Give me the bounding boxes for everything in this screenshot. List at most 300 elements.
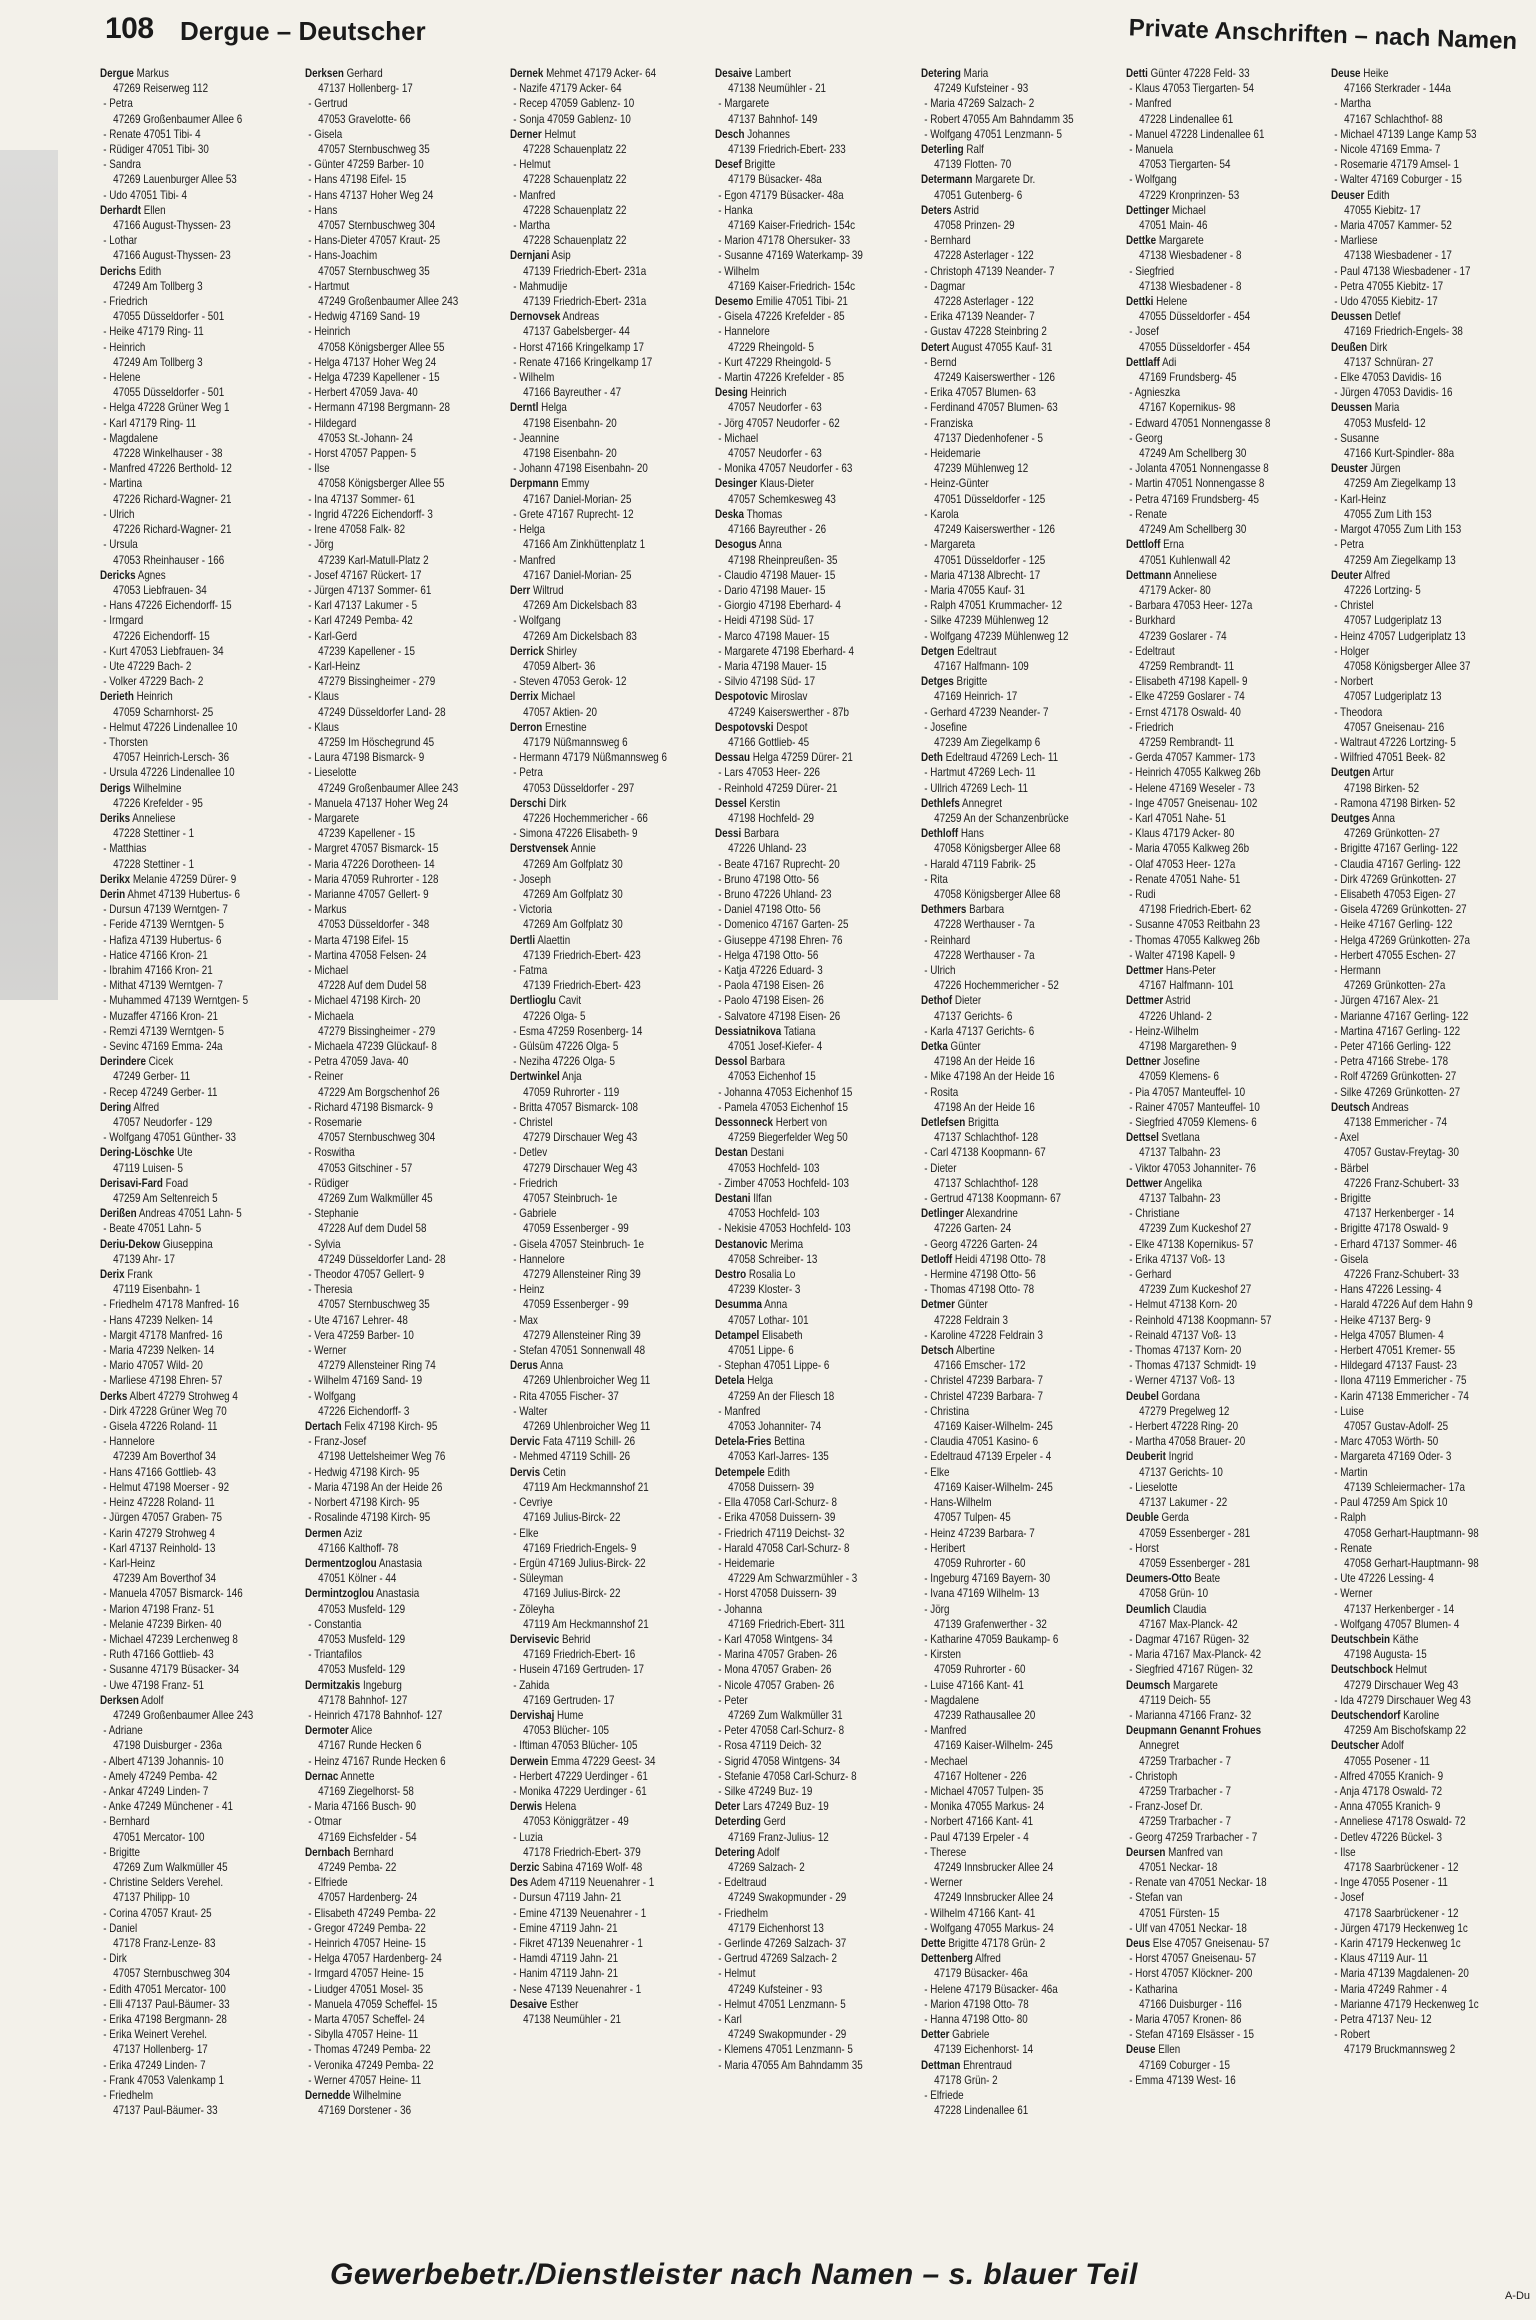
entry-surname-line bbox=[1126, 1130, 1286, 1145]
entry-text: Detlef bbox=[1371, 309, 1401, 324]
entry-subentry-line: - Thomas 47137 Korn- 20 bbox=[1128, 1343, 1241, 1358]
entry-subentry-line: - Heidemarie bbox=[923, 446, 981, 461]
entry-subentry-line: - Maria 47059 Ruhrorter - 128 bbox=[308, 871, 439, 886]
surname: Derisavi-Fard bbox=[100, 1175, 163, 1190]
entry-address-line: 47269 Am Golfplatz 30 bbox=[523, 917, 623, 932]
entry-text: Agnes bbox=[135, 567, 166, 582]
surname: Dermintzoglou bbox=[305, 1586, 375, 1601]
surname: Desch bbox=[715, 126, 745, 141]
entry-subentry-line: - Christoph 47139 Neander- 7 bbox=[923, 263, 1055, 278]
entry-text: Günter bbox=[947, 1039, 981, 1053]
entry-subentry-line: - Jolanta 47051 Nonnengasse 8 bbox=[1128, 461, 1269, 476]
entry-text: Edeltraud 47269 Lech- 11 bbox=[942, 750, 1058, 765]
entry-subentry-line: - Reinhold 47138 Koopmann- 57 bbox=[1128, 1312, 1272, 1327]
entry-subentry-line: - Werner 47137 Voß- 13 bbox=[1128, 1373, 1235, 1388]
entry-subentry-line: - Elke 47053 Davidis- 16 bbox=[1334, 370, 1442, 385]
entry-address-line: 47059 Essenberger - 99 bbox=[523, 1297, 629, 1312]
entry-subentry-line: - Werner 47057 Heine- 11 bbox=[308, 2072, 422, 2087]
entry-address-line: 47139 Ahr- 17 bbox=[113, 1251, 175, 1266]
entry-text: Asip bbox=[549, 248, 571, 263]
entry-subentry-line: - Susanne 47179 Büsacker- 34 bbox=[103, 1662, 239, 1677]
entry-text: Elisabeth bbox=[759, 1327, 803, 1342]
surname: Derksen bbox=[305, 66, 344, 80]
entry-address-line: 47057 Sternbuschweg 35 bbox=[318, 1297, 430, 1312]
entry-text: Emma 47229 Geest- 34 bbox=[548, 1753, 656, 1768]
surname: Dessi bbox=[715, 826, 742, 841]
entry-text: Sabina 47169 Wolf- 48 bbox=[539, 1859, 643, 1874]
surname: Detert bbox=[920, 339, 950, 354]
entry-surname-line bbox=[510, 1358, 670, 1373]
entry-subentry-line: - Dagmar 47167 Rügen- 32 bbox=[1128, 1631, 1249, 1646]
entry-subentry-line: - Erika 47058 Duissern- 39 bbox=[718, 1510, 836, 1525]
entry-subentry-line: - Helene 47179 Büsacker- 46a bbox=[923, 1981, 1058, 1996]
entry-subentry-line: - Ferdinand 47057 Blumen- 63 bbox=[923, 400, 1058, 415]
surname: Detloff bbox=[920, 1251, 952, 1266]
directory-column bbox=[1126, 66, 1286, 2244]
surname: Deumers-Otto bbox=[1125, 1571, 1192, 1586]
entry-subentry-line: - Claudia 47051 Kasino- 6 bbox=[923, 1434, 1038, 1449]
entry-subentry-line: - Horst 47166 Kringelkamp 17 bbox=[513, 339, 645, 354]
entry-text: Astrid bbox=[951, 202, 979, 217]
entry-text: Miroslav bbox=[768, 689, 808, 704]
entry-address-line: 47226 Eichendorff- 15 bbox=[113, 628, 210, 643]
entry-subentry-line: - Harald 47119 Fabrik- 25 bbox=[923, 856, 1036, 871]
entry-subentry-line: - Hans 47166 Gottlieb- 43 bbox=[103, 1464, 216, 1479]
entry-subentry-line: - Ergün 47169 Julius-Birck- 22 bbox=[513, 1555, 646, 1570]
entry-subentry-line: - Hartmut 47269 Lech- 11 bbox=[923, 765, 1036, 780]
entry-subentry-line: - Gertrud 47138 Koopmann- 67 bbox=[923, 1191, 1061, 1206]
entry-address-line: 47279 Dirschauer Weg 43 bbox=[523, 1160, 638, 1175]
entry-text: Gerda bbox=[1158, 1510, 1189, 1525]
entry-subentry-line: - Albert 47139 Johannis- 10 bbox=[103, 1753, 224, 1768]
entry-address-line: 47249 Am Schellberg 30 bbox=[1138, 446, 1247, 461]
entry-subentry-line: - Peter bbox=[718, 1692, 749, 1707]
entry-subentry-line: - Helmut bbox=[513, 157, 551, 172]
entry-subentry-line: - Zimber 47053 Hochfeld- 103 bbox=[718, 1175, 850, 1190]
entry-address-line: 47057 Schemkesweg 43 bbox=[728, 491, 837, 506]
entry-text: Klaus-Dieter bbox=[757, 476, 815, 491]
surname: Desogus bbox=[715, 537, 757, 552]
surname: Deursen bbox=[1125, 1844, 1166, 1859]
entry-address-line: 47051 Kuhlenwall 42 bbox=[1138, 552, 1231, 567]
entry-surname-line bbox=[715, 476, 875, 491]
entry-subentry-line: - Hans 47239 Nelken- 14 bbox=[103, 1312, 213, 1327]
entry-text: Dirk bbox=[1366, 339, 1388, 354]
entry-text: Fata 47119 Schill- 26 bbox=[540, 1434, 636, 1449]
entry-address-line: 47226 Franz-Schubert- 33 bbox=[1343, 1175, 1459, 1190]
entry-subentry-line: - Rosita bbox=[923, 1084, 958, 1099]
entry-text: Emilie 47051 Tibi- 21 bbox=[753, 294, 849, 309]
entry-address-line: 47259 Trarbacher - 7 bbox=[1138, 1814, 1231, 1829]
entry-subentry-line: - Mona 47057 Graben- 26 bbox=[718, 1662, 832, 1677]
entry-subentry-line: - Renate van 47051 Neckar- 18 bbox=[1128, 1875, 1267, 1890]
entry-subentry-line: - Daniel bbox=[103, 1920, 138, 1935]
entry-subentry-line: - Karl-Heinz bbox=[308, 658, 361, 673]
entry-surname-line bbox=[1331, 1632, 1491, 1647]
entry-address-line: 47239 Kloster- 3 bbox=[728, 1282, 801, 1297]
surname: Detempele bbox=[715, 1464, 766, 1479]
entry-subentry-line: - Anke 47249 Münchener - 41 bbox=[103, 1799, 233, 1814]
entry-subentry-line: - Therese bbox=[923, 1844, 966, 1859]
entry-surname-line bbox=[715, 1054, 875, 1069]
entry-surname-line bbox=[921, 2058, 1081, 2073]
entry-subentry-line: - Martin bbox=[1334, 1464, 1368, 1479]
entry-subentry-line: - Martina 47167 Gerling- 122 bbox=[1334, 1023, 1460, 1038]
surname: Dessiatnikova bbox=[715, 1023, 782, 1038]
surname: Dervic bbox=[510, 1434, 541, 1449]
entry-subentry-line: - Ina 47137 Sommer- 61 bbox=[308, 491, 416, 506]
entry-surname-line bbox=[715, 1024, 875, 1039]
entry-address-line: 47166 August-Thyssen- 23 bbox=[113, 248, 231, 263]
entry-subentry-line: - Ullrich 47269 Lech- 11 bbox=[923, 780, 1028, 795]
entry-address-line: 47179 Büsacker- 46a bbox=[933, 1966, 1028, 1981]
entry-subentry-line: - Ralph 47051 Krummacher- 12 bbox=[923, 598, 1062, 613]
entry-surname-line bbox=[510, 796, 670, 811]
entry-subentry-line: - Feride 47139 Werntgen- 5 bbox=[103, 917, 224, 932]
entry-surname-line bbox=[100, 1145, 260, 1160]
entry-subentry-line: - Friedrich 47119 Deichst- 32 bbox=[718, 1525, 845, 1540]
entry-surname-line bbox=[921, 750, 1081, 765]
entry-address-line: 47169 Kaiser-Wilhelm- 245 bbox=[933, 1479, 1053, 1494]
entry-subentry-line: - Heinz 47228 Roland- 11 bbox=[103, 1495, 215, 1510]
entry-subentry-line: - Victoria bbox=[513, 902, 553, 917]
entry-address-line: 47169 Kaiser-Friedrich- 154c bbox=[728, 218, 856, 233]
entry-subentry-line: - Christine Selders Verehel. bbox=[103, 1875, 224, 1890]
entry-text: Esther bbox=[547, 1996, 579, 2011]
surname: Dettmer bbox=[1125, 993, 1163, 1008]
entry-subentry-line: - Emine 47139 Neuenahrer - 1 bbox=[513, 1905, 647, 1920]
entry-address-line: 47226 Olga- 5 bbox=[523, 1008, 586, 1023]
entry-subentry-line: - Katharina bbox=[1128, 1981, 1178, 1996]
entry-subentry-line: - Wolfgang 47055 Markus- 24 bbox=[923, 1920, 1054, 1935]
entry-address-line: 47119 Am Heckmannshof 21 bbox=[523, 1616, 650, 1631]
entry-text: Andreas bbox=[560, 309, 600, 324]
entry-address-line: 47169 Kaiser-Friedrich- 154c bbox=[728, 278, 856, 293]
entry-address-line: 47229 Am Schwarzmühler - 3 bbox=[728, 1571, 858, 1586]
entry-address-line: 47228 Schauenplatz 22 bbox=[523, 202, 627, 217]
entry-surname-line bbox=[305, 66, 465, 81]
entry-address-line: 47057 Aktien- 20 bbox=[523, 704, 598, 719]
entry-surname-line bbox=[715, 1465, 875, 1480]
entry-surname-line bbox=[921, 1039, 1081, 1054]
surname: Derstvensek bbox=[510, 841, 569, 856]
entry-surname-line bbox=[305, 1678, 465, 1693]
entry-text: Lars 47249 Buz- 19 bbox=[740, 1799, 830, 1814]
surname: Derißen bbox=[100, 1206, 137, 1221]
entry-text: Thomas bbox=[744, 506, 783, 521]
surname: Dervishaj bbox=[510, 1707, 555, 1722]
surname: Deutscher bbox=[1330, 1738, 1379, 1753]
entry-subentry-line: - Hannelore bbox=[718, 324, 771, 339]
surname: Dethloff bbox=[920, 826, 958, 841]
entry-subentry-line: - Jürgen 47179 Heckenweg 1c bbox=[1334, 1920, 1468, 1935]
entry-subentry-line: - Corina 47057 Kraut- 25 bbox=[103, 1905, 212, 1920]
entry-subentry-line: - Pamela 47053 Eichenhof 15 bbox=[718, 1099, 849, 1114]
entry-subentry-line: - Maria 47057 Kronen- 86 bbox=[1128, 2012, 1242, 2026]
entry-address-line: 47269 Am Dickelsbach 83 bbox=[523, 598, 638, 613]
entry-subentry-line: - Irmgard 47057 Heine- 15 bbox=[308, 1966, 424, 1981]
entry-subentry-line: - Frank 47053 Valenkamp 1 bbox=[103, 2072, 224, 2087]
entry-subentry-line: - Klemens 47051 Lenzmann- 5 bbox=[718, 2042, 854, 2057]
surname: Deussen bbox=[1330, 400, 1372, 415]
entry-subentry-line: - Herbert 47059 Java- 40 bbox=[308, 385, 418, 400]
entry-subentry-line: - Hartmut bbox=[308, 278, 350, 293]
entry-subentry-line: - Ute 47229 Bach- 2 bbox=[103, 658, 192, 673]
entry-subentry-line: - Erika 47137 Voß- 13 bbox=[1128, 1251, 1225, 1266]
entry-subentry-line: - Luise 47166 Kant- 41 bbox=[923, 1677, 1024, 1692]
entry-subentry-line: - Renate 47166 Kringelkamp 17 bbox=[513, 354, 653, 369]
entry-address-line: 47058 Königsberger Allee 37 bbox=[1343, 658, 1471, 673]
entry-subentry-line: - Ernst 47178 Oswald- 40 bbox=[1128, 704, 1241, 719]
entry-address-line: 47059 Scharnhorst- 25 bbox=[113, 704, 214, 719]
entry-surname-line bbox=[921, 1951, 1081, 1966]
entry-subentry-line: - Susanne bbox=[1334, 430, 1379, 445]
entry-subentry-line: - Paola 47198 Eisen- 26 bbox=[718, 978, 825, 993]
entry-address-line: 47198 An der Heide 16 bbox=[933, 1099, 1035, 1114]
entry-address-line: 47053 Tiergarten- 54 bbox=[1138, 157, 1231, 172]
entry-address-line: 47239 Goslarer - 74 bbox=[1138, 628, 1227, 643]
surname: Dernedde bbox=[305, 2088, 351, 2103]
entry-address-line: 47169 Friedrich-Ebert- 16 bbox=[523, 1647, 636, 1662]
entry-surname-line bbox=[100, 1100, 260, 1115]
entry-subentry-line: - Gisela bbox=[1334, 1251, 1369, 1266]
entry-subentry-line: - Jürgen 47137 Sommer- 61 bbox=[308, 582, 432, 597]
entry-subentry-line: - Iftiman 47053 Blücher- 105 bbox=[513, 1738, 638, 1753]
entry-address-line: 47249 Swakopmunder - 29 bbox=[728, 1890, 847, 1905]
entry-address-line: 47119 Am Heckmannshof 21 bbox=[523, 1479, 650, 1494]
entry-text: Maria bbox=[960, 66, 988, 80]
entry-subentry-line: - Christina bbox=[923, 1403, 969, 1418]
entry-address-line: 47057 Gneisenau- 216 bbox=[1343, 719, 1445, 734]
entry-surname-line bbox=[921, 1115, 1081, 1130]
entry-address-line: 47057 Sternbuschweg 304 bbox=[113, 1966, 231, 1981]
entry-surname-line bbox=[305, 1845, 465, 1860]
entry-address-line: 47179 Eichenhorst 13 bbox=[728, 1920, 825, 1935]
entry-subentry-line: - Elfriede bbox=[308, 1875, 348, 1890]
entry-surname-line bbox=[510, 400, 670, 415]
entry-surname-line bbox=[510, 1860, 670, 1875]
entry-address-line: 47228 Schauenplatz 22 bbox=[523, 172, 627, 187]
entry-text: Felix 47198 Kirch- 95 bbox=[341, 1419, 438, 1434]
entry-subentry-line: - Otmar bbox=[308, 1814, 342, 1829]
entry-text: Melanie 47259 Dürer- 9 bbox=[130, 871, 237, 886]
entry-address-line: 47167 Runde Hecken 6 bbox=[318, 1738, 422, 1753]
entry-subentry-line: - Rita bbox=[923, 871, 948, 886]
entry-text: Heike bbox=[1360, 66, 1389, 80]
surname: Deuse bbox=[1125, 2042, 1156, 2057]
entry-surname-line bbox=[921, 1252, 1081, 1267]
entry-subentry-line: - Jürgen 47167 Alex- 21 bbox=[1334, 993, 1439, 1008]
entry-subentry-line: - Maria 47239 Nelken- 14 bbox=[103, 1343, 215, 1358]
entry-subentry-line: - Wilhelm 47166 Kant- 41 bbox=[923, 1905, 1035, 1920]
entry-subentry-line: - Jörg bbox=[308, 537, 334, 552]
entry-address-line: 47053 Hochfeld- 103 bbox=[728, 1160, 820, 1175]
entry-subentry-line: - Thomas 47249 Pemba- 22 bbox=[308, 2042, 431, 2057]
entry-address-line: 47166 Am Zinkhüttenplatz 1 bbox=[523, 537, 646, 552]
entry-subentry-line: - Manuela 47137 Hoher Weg 24 bbox=[308, 795, 449, 810]
entry-surname-line bbox=[715, 537, 875, 552]
entry-text: Herbert von bbox=[773, 1115, 828, 1130]
entry-surname-line bbox=[100, 811, 260, 826]
entry-text: Shirley bbox=[544, 643, 578, 658]
entry-subentry-line: - Martina 47058 Felsen- 24 bbox=[308, 947, 427, 962]
entry-surname-line bbox=[1126, 1678, 1286, 1693]
entry-subentry-line: - Luzia bbox=[513, 1829, 544, 1844]
surname: Deuberit bbox=[1125, 1449, 1166, 1464]
entry-text: Tatiana bbox=[781, 1023, 816, 1038]
entry-subentry-line: - Hannelore bbox=[513, 1251, 565, 1266]
entry-subentry-line: - Hamdi 47119 Jahn- 21 bbox=[513, 1951, 619, 1966]
entry-address-line: 47179 Büsacker- 48a bbox=[728, 172, 823, 187]
entry-surname-line bbox=[1331, 309, 1491, 324]
entry-subentry-line: - Friedrich bbox=[103, 294, 148, 309]
entry-address-line: 47139 Eichenhorst- 14 bbox=[933, 2042, 1033, 2057]
entry-address-line: 47166 Duisburger - 116 bbox=[1138, 1996, 1242, 2011]
entry-surname-line bbox=[921, 2027, 1081, 2042]
entry-subentry-line: - Rüdiger 47051 Tibi- 30 bbox=[103, 142, 209, 157]
entry-subentry-line: - Werner bbox=[308, 1343, 347, 1358]
entry-subentry-line: - Maria 47226 Dorotheen- 14 bbox=[308, 856, 435, 871]
entry-address-line: 47119 Deich- 55 bbox=[1138, 1692, 1211, 1707]
entry-subentry-line: - Laura 47198 Bismarck- 9 bbox=[308, 750, 425, 765]
entry-address-line: 47226 Krefelder - 95 bbox=[113, 795, 203, 810]
entry-subentry-line: - Renate bbox=[1334, 1540, 1372, 1555]
surname: Deriks bbox=[100, 810, 131, 825]
entry-subentry-line: - Hermann 47179 Nüßmannsweg 6 bbox=[513, 750, 668, 765]
entry-address-line: 47055 Düsseldorfer - 454 bbox=[1138, 309, 1250, 324]
entry-address-line: 47169 Julius-Birck- 22 bbox=[523, 1586, 621, 1601]
surname: Derigs bbox=[100, 780, 131, 795]
entry-surname-line bbox=[1126, 2042, 1286, 2057]
surname: Derindere bbox=[100, 1054, 146, 1069]
entry-subentry-line: - Marta 47057 Scheffel- 24 bbox=[308, 2012, 425, 2026]
entry-subentry-line: - Margit 47178 Manfred- 16 bbox=[103, 1327, 223, 1342]
entry-address-line: 47053 Musfeld- 12 bbox=[1343, 415, 1426, 430]
surname: Derr bbox=[510, 582, 531, 597]
surname: Dettke bbox=[1125, 233, 1156, 248]
surname: Deriu-Dekow bbox=[100, 1236, 161, 1251]
entry-address-line: 47051 Main- 46 bbox=[1138, 218, 1208, 233]
entry-surname-line bbox=[1331, 400, 1491, 415]
surname: Dette bbox=[920, 1935, 946, 1950]
entry-subentry-line: - Karl 47058 Wintgens- 34 bbox=[718, 1631, 834, 1646]
entry-subentry-line: - Sigrid 47058 Wintgens- 34 bbox=[718, 1753, 841, 1768]
entry-surname-line bbox=[100, 264, 260, 279]
entry-subentry-line: - Brigitte 47178 Oswald- 9 bbox=[1334, 1221, 1448, 1236]
entry-text: Jürgen bbox=[1367, 461, 1401, 476]
entry-subentry-line: - Hermann 47198 Bergmann- 28 bbox=[308, 400, 451, 415]
entry-subentry-line: - Nicole 47169 Emma- 7 bbox=[1334, 142, 1441, 157]
entry-subentry-line: - Friedrich bbox=[513, 1175, 558, 1190]
surname: Dettinger bbox=[1125, 202, 1169, 217]
entry-subentry-line: - Marianna 47166 Franz- 32 bbox=[1128, 1707, 1251, 1722]
entry-address-line: 47239 Karl-Matull-Platz 2 bbox=[318, 552, 429, 567]
surname: Dertlioglu bbox=[510, 993, 557, 1008]
surname: Dessol bbox=[715, 1054, 748, 1069]
entry-text: Anneliese bbox=[1171, 567, 1217, 582]
entry-surname-line bbox=[1126, 294, 1286, 309]
entry-subentry-line: - Elisabeth 47198 Kapell- 9 bbox=[1128, 674, 1248, 689]
surname: Detmer bbox=[920, 1297, 955, 1312]
surname: Dessau bbox=[715, 750, 751, 765]
entry-text: Aziz bbox=[341, 1525, 363, 1540]
entry-address-line: 47178 Saarbrückener - 12 bbox=[1343, 1859, 1459, 1874]
entry-subentry-line: - Heinrich bbox=[308, 324, 351, 339]
entry-subentry-line: - Maria 47138 Albrecht- 17 bbox=[923, 567, 1040, 582]
surname: Deuster bbox=[1330, 461, 1368, 476]
entry-address-line: 47228 Werthauser - 7a bbox=[933, 947, 1035, 962]
surname: Des bbox=[510, 1875, 529, 1890]
surname: Dermitzakis bbox=[305, 1677, 361, 1692]
entry-address-line: 47053 Rheinhauser - 166 bbox=[113, 552, 225, 567]
entry-subentry-line: - Rainer 47057 Manteuffel- 10 bbox=[1128, 1099, 1260, 1114]
entry-subentry-line: - Süleyman bbox=[513, 1571, 564, 1586]
entry-subentry-line: - Silvio 47198 Süd- 17 bbox=[718, 674, 816, 689]
surname: Dering bbox=[100, 1099, 132, 1114]
entry-text: Annegret bbox=[959, 795, 1002, 810]
entry-text: Gordana bbox=[1158, 1388, 1200, 1403]
entry-subentry-line: - Friedrich bbox=[1128, 719, 1174, 734]
entry-text: Brigitte bbox=[742, 157, 776, 172]
entry-subentry-line: - Christoph bbox=[1128, 1768, 1178, 1783]
entry-text: Alfred bbox=[131, 1099, 160, 1114]
entry-subentry-line: - Ingeburg 47169 Bayern- 30 bbox=[923, 1571, 1050, 1586]
entry-subentry-line: - Roswitha bbox=[308, 1145, 355, 1160]
entry-subentry-line: - Carl 47138 Koopmann- 67 bbox=[923, 1145, 1046, 1160]
entry-subentry-line: - Egon 47179 Büsacker- 48a bbox=[718, 187, 844, 202]
entry-address-line: 47239 Kapellener - 15 bbox=[318, 826, 416, 841]
entry-address-line: 47059 Ruhrorter - 119 bbox=[523, 1084, 620, 1099]
entry-subentry-line: - Johann 47198 Eisenbahn- 20 bbox=[513, 461, 649, 476]
entry-address-line: 47229 Rheingold- 5 bbox=[728, 339, 815, 354]
entry-surname-line bbox=[510, 66, 670, 81]
entry-surname-line bbox=[1126, 1936, 1286, 1951]
entry-address-line: 47138 Neumühler - 21 bbox=[523, 2012, 622, 2026]
entry-address-line: 47166 Emscher- 172 bbox=[933, 1358, 1026, 1373]
entry-text: Michael bbox=[1168, 202, 1206, 217]
page-header bbox=[0, 0, 1536, 55]
entry-address-line: 47051 Fürsten- 15 bbox=[1138, 1905, 1220, 1920]
entry-subentry-line: - Hans-Joachim bbox=[308, 248, 378, 263]
entry-subentry-line: - Adriane bbox=[103, 1723, 143, 1738]
entry-text: Hans-Peter bbox=[1162, 962, 1216, 977]
entry-text: Wilhelmine bbox=[350, 2088, 402, 2103]
surname: Detter bbox=[920, 2027, 950, 2042]
entry-text: Heinrich bbox=[748, 385, 788, 400]
entry-subentry-line: - Stefanie 47058 Carl-Schurz- 8 bbox=[718, 1768, 858, 1783]
directory-column bbox=[1331, 66, 1491, 2244]
entry-subentry-line: - Dirk 47269 Grünkotten- 27 bbox=[1334, 871, 1457, 886]
entry-text: Destani bbox=[748, 1145, 785, 1160]
entry-subentry-line: - Elke bbox=[513, 1525, 539, 1540]
entry-address-line: 47229 Kronprinzen- 53 bbox=[1138, 187, 1239, 202]
entry-address-line: 47051 Mercator- 100 bbox=[113, 1829, 205, 1844]
entry-surname-line bbox=[715, 1845, 875, 1860]
entry-subentry-line: - Hedwig 47198 Kirch- 95 bbox=[308, 1464, 420, 1479]
entry-surname-line bbox=[1126, 1845, 1286, 1860]
entry-subentry-line: - Markus bbox=[308, 902, 347, 917]
entry-subentry-line: - Karin 47138 Emmericher - 74 bbox=[1334, 1388, 1469, 1403]
entry-surname-line bbox=[510, 644, 670, 659]
entry-subentry-line: - Richard 47198 Bismarck- 9 bbox=[308, 1099, 434, 1114]
entry-address-line: 47249 Düsseldorfer Land- 28 bbox=[318, 1251, 446, 1266]
entry-subentry-line: - Theodor 47057 Gellert- 9 bbox=[308, 1267, 425, 1282]
entry-subentry-line: - Margareta 47169 Oder- 3 bbox=[1334, 1449, 1452, 1464]
entry-subentry-line: - Georg 47259 Trarbacher - 7 bbox=[1128, 1829, 1257, 1844]
entry-text: August 47055 Kauf- 31 bbox=[949, 339, 1052, 354]
entry-address-line: 47249 Kaiserswerther - 126 bbox=[933, 370, 1055, 385]
entry-subentry-line: - Siegfried 47059 Klemens- 6 bbox=[1128, 1115, 1257, 1130]
